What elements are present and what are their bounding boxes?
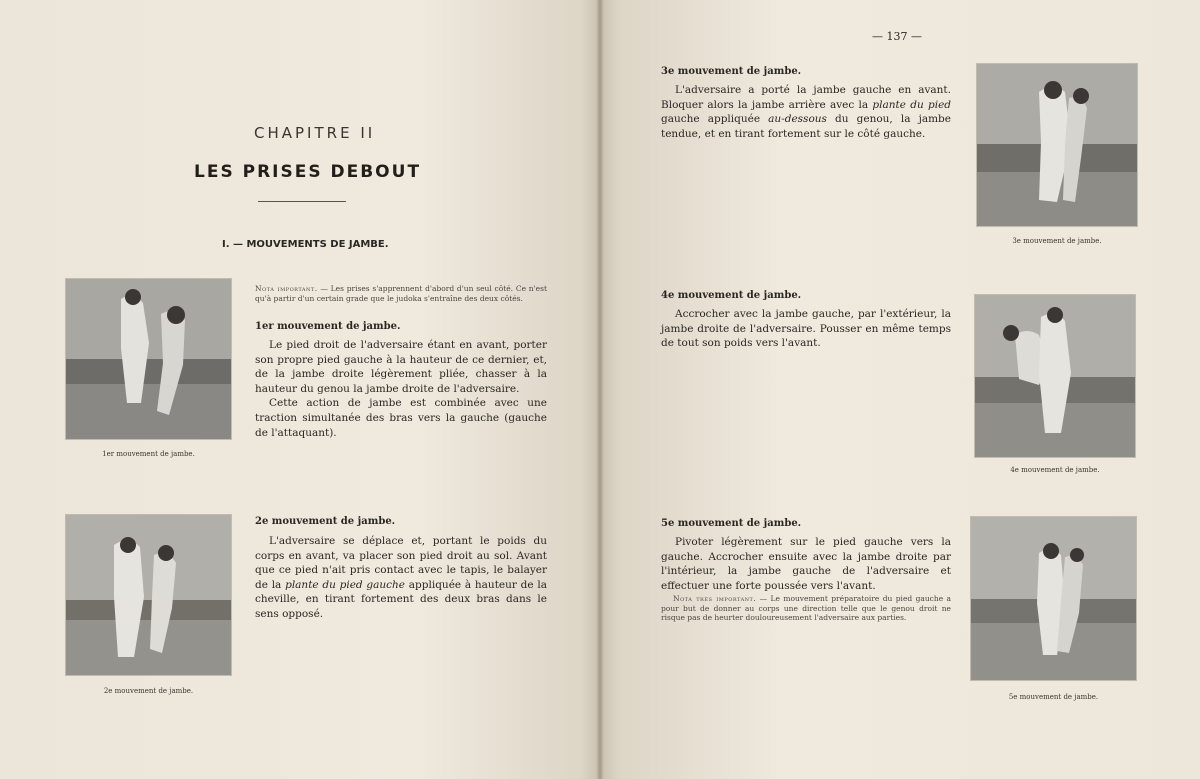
movement-3-part-1: L'adversaire a porté la jambe gauche en avant. Bloquer alors la jambe arrière avec la	[661, 84, 951, 111]
movement-3-heading: 3e mouvement de jambe.	[661, 66, 802, 77]
movement-4-text: Accrocher avec la jambe gauche, par l'extérieur, la jambe droite de l'adversaire. Pousser en même temps de tout son poids vers l'avant.	[661, 308, 951, 350]
caption-movement-1: 1er mouvement de jambe.	[102, 450, 195, 458]
caption-movement-2: 2e mouvement de jambe.	[103, 687, 194, 695]
movement-3-part-4: au-dessous	[768, 113, 827, 126]
movement-2-heading: 2e mouvement de jambe.	[255, 516, 396, 527]
movement-3-part-3: gauche appliquée	[661, 113, 769, 126]
movement-1-paragraph-2: Cette action de jambe est combinée avec une traction simultanée des bras vers la gauche (gauche de l'attaquant).	[255, 397, 547, 439]
movement-2-text	[255, 534, 547, 622]
note-very-important	[661, 594, 951, 623]
movement-1-heading: 1er mouvement de jambe.	[255, 321, 401, 332]
chapter-label: CHAPITRE II	[254, 124, 376, 142]
page-number: — 137 —	[872, 30, 922, 43]
book-gutter	[596, 0, 604, 779]
movement-3-text	[661, 83, 951, 141]
movement-2-part-3: appliquée à hauteur de la cheville, en tirant fortement des deux bras dans le sens opposé.	[255, 578, 547, 620]
section-heading: I. — MOUVEMENTS DE JAMBE.	[222, 239, 389, 250]
photo-movement-4	[975, 295, 1135, 457]
photo-movement-5	[971, 517, 1136, 680]
note-text: — Les prises s'apprennent d'abord d'un seul côté. Ce n'est qu'à partir d'un certain grade que le judoka s'entraîne des deux côtés.	[255, 284, 547, 303]
movement-1-paragraph-1: Le pied droit de l'adversaire étant en avant, porter son propre pied gauche à la hauteur de ce dernier, et, de la jambe droite légèrement pliée, chasser à la hauteur du genou la jambe droite de l'adversaire.	[255, 339, 547, 395]
movement-2-part-1: L'adversaire se déplace et, portant le poids du corps en avant, va placer son pied droit au sol. Avant que ce pied n'ait pris contact avec le tapis, le balayer de la	[255, 535, 547, 591]
caption-movement-4: 4e mouvement de jambe.	[1010, 466, 1100, 474]
photo-movement-1	[66, 279, 231, 439]
chapter-title: LES PRISES DEBOUT	[194, 162, 422, 182]
caption-movement-5: 5e mouvement de jambe.	[1008, 693, 1099, 701]
note-important	[255, 284, 547, 303]
movement-3-part-5: du genou, la jambe tendue, et en tirant fortement sur le côté gauche.	[661, 113, 951, 140]
photo-movement-2	[66, 515, 231, 675]
movement-4-heading: 4e mouvement de jambe.	[661, 290, 802, 301]
movement-3-part-2: plante du pied	[872, 98, 952, 111]
movement-5-heading: 5e mouvement de jambe.	[661, 518, 802, 529]
movement-1-text	[255, 338, 547, 440]
note-very-important-label: Nota très important.	[673, 594, 757, 603]
photo-movement-3	[977, 64, 1137, 226]
note-label: Nota important.	[255, 284, 318, 293]
movement-5-text: Pivoter légèrement sur le pied gauche vers la gauche. Accrocher ensuite avec la jambe droite par l'intérieur, la jambe gauche de l'adversaire et effectuer une forte poussée vers l'avant.	[661, 536, 951, 592]
caption-movement-3: 3e mouvement de jambe.	[1012, 237, 1102, 245]
note-very-important-text: — Le mouvement préparatoire du pied gauche a pour but de donner au corps une direction telle que le genou droit ne risque pas de heurter douloureusement l'adversaire aux parties.	[661, 594, 951, 622]
right-page	[600, 0, 1200, 779]
title-rule	[258, 201, 346, 202]
movement-2-part-2: plante du pied gauche	[285, 578, 406, 591]
